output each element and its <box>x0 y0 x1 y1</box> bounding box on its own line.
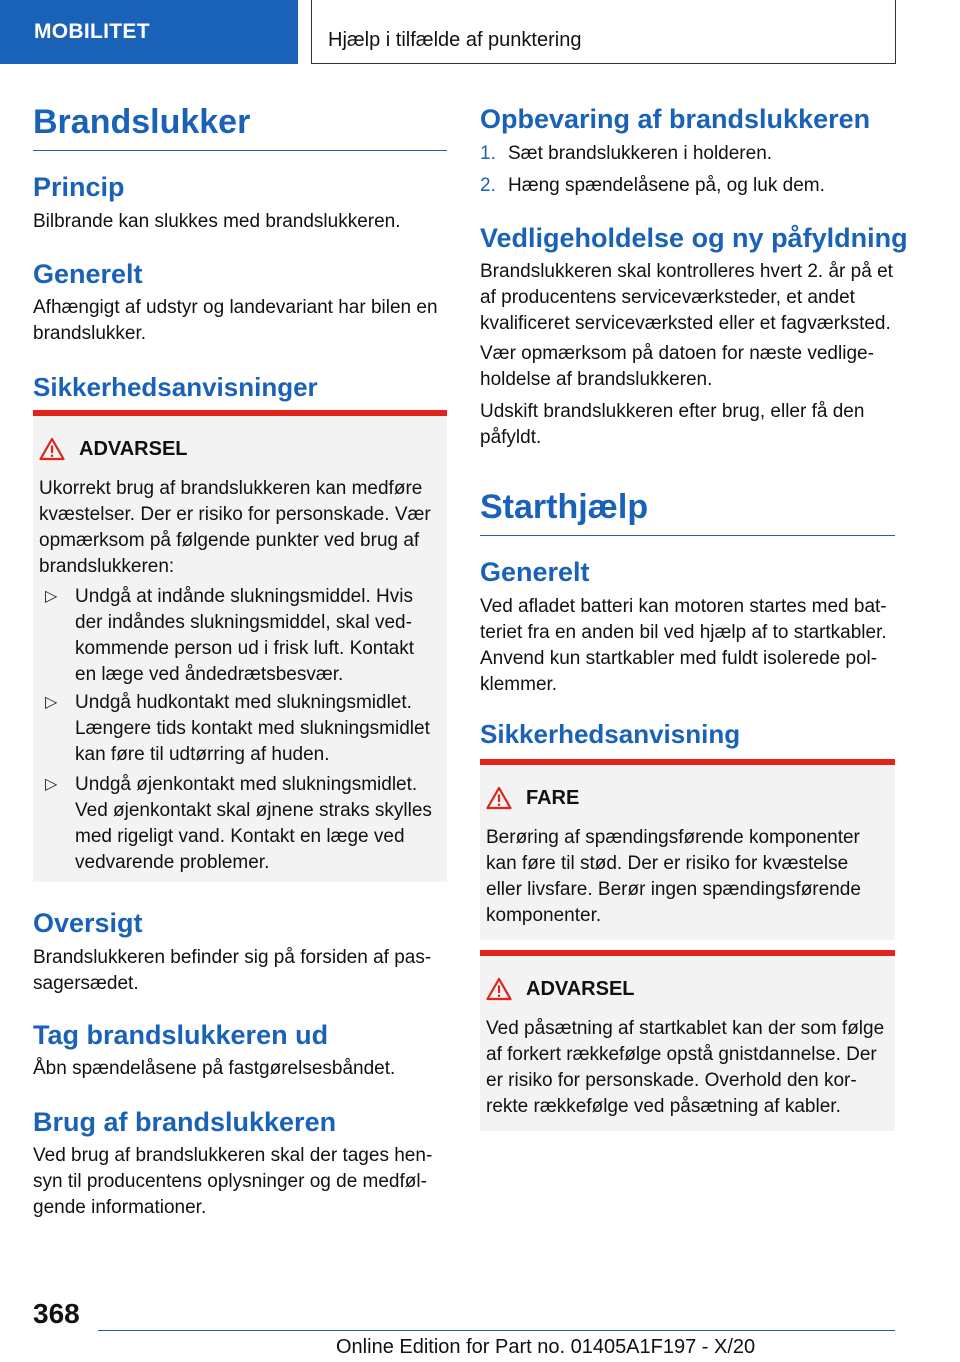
warning-label: ADVARSEL <box>526 977 635 1000</box>
text-vedligehold-3: Udskift brandslukkeren efter brug, eller få den påfyldt. <box>480 401 865 448</box>
heading-oversigt: Oversigt <box>33 908 143 938</box>
page-number: 368 <box>33 1298 80 1329</box>
danger-label: FARE <box>526 786 580 809</box>
footer-divider <box>98 1330 895 1331</box>
text-princip: Bilbrande kan slukkes med brandslukkeren. <box>33 211 401 232</box>
section-tab: MOBILITET <box>0 0 298 64</box>
bullet-text: Undgå at indånde slukningsmiddel. Hvis der indåndes slukningsmiddel, skal vedkommende person ud i frisk luft. Kontakt en læge ved åndedrætsbesvær. <box>75 586 414 685</box>
bullet-text: Undgå øjenkontakt med slukningsmidlet. Ved øjenkontakt skal øjnene straks skylles med rigeligt vand. Kontakt en læge ved vedvarende problemer. <box>75 774 432 873</box>
heading-sikkerhedsanvisning: Sikkerhedsanvisning <box>480 719 741 749</box>
section-title-starthjaelp: Starthjælp <box>480 487 895 536</box>
triangle-bullet-icon: ▷ <box>45 588 58 605</box>
warning-text: Ved påsætning af startkablet kan der som følge af forkert rækkefølge opstå gnistdannelse. Der er risiko for personskade. Overhold den korrekte rækkefølge ved påsætning af kabler. <box>486 1018 885 1117</box>
chapter-title: Hjælp i tilfælde af punktering <box>311 0 896 64</box>
heading-opbevaring: Opbevaring af brandslukkeren <box>480 104 871 134</box>
heading-sikkerhedsanvisninger: Sikkerhedsanvisninger <box>33 372 318 402</box>
heading-starthjaelp-generelt: Generelt <box>480 557 590 587</box>
heading-brug: Brug af brandslukkeren <box>33 1107 337 1137</box>
text-vedligehold-2: Vær opmærksom på datoen for næste vedligeholdelse af brandslukkeren. <box>480 343 874 390</box>
text-tag-ud: Åbn spændelåsene på fastgørelsesbåndet. <box>33 1058 396 1079</box>
step-number: 2. <box>480 175 496 196</box>
danger-title <box>486 783 579 813</box>
bullet-text: Undgå hudkontakt med slukningsmidlet. Længere tids kontakt med slukningsmidlet kan føre til udtørring af huden. <box>75 692 430 765</box>
text-generelt: Afhængigt af udstyr og landevariant har bilen en brandslukker. <box>33 297 438 344</box>
warning-triangle-icon <box>486 786 512 810</box>
heading-tag-ud: Tag brandslukkeren ud <box>33 1020 329 1050</box>
warning-box <box>33 410 447 882</box>
section-title-brandslukker: Brandslukker <box>33 102 447 151</box>
warning-triangle-icon <box>486 977 512 1001</box>
warning-triangle-icon <box>39 437 65 461</box>
step-text: Sæt brandslukkeren i holderen. <box>508 143 773 164</box>
warning-box <box>480 950 895 1131</box>
step-text: Hæng spændelåsene på, og luk dem. <box>508 175 825 196</box>
warning-label: ADVARSEL <box>79 437 188 460</box>
footer-edition: Online Edition for Part no. 01405A1F197 - X/20 <box>336 1336 756 1358</box>
heading-generelt: Generelt <box>33 259 143 289</box>
triangle-bullet-icon: ▷ <box>45 776 58 793</box>
text-starthjaelp-generelt: Ved afladet batteri kan motoren startes med batteriet fra en anden bil ved hjælp af to startkabler. Anvend kun startkabler med fuldt isolerede polklemmer. <box>480 596 887 695</box>
warning-title <box>486 974 635 1004</box>
danger-text: Berøring af spændingsførende komponenter kan føre til stød. Der er risiko for kvæstelse eller livsfare. Berør ingen spændingsførende komponenter. <box>486 827 861 926</box>
danger-box <box>480 759 895 940</box>
heading-vedligeholdelse: Vedligeholdelse og ny påfyldning <box>480 223 908 253</box>
warning-text: Ukorrekt brug af brandslukkeren kan medføre kvæstelser. Der er risiko for personskade. Vær opmærksom på følgende punkter ved brug af brandslukkeren: <box>39 478 431 577</box>
heading-princip: Princip <box>33 172 125 202</box>
warning-title <box>39 434 188 464</box>
text-oversigt: Brandslukkeren befinder sig på forsiden af passagersædet. <box>33 947 432 994</box>
triangle-bullet-icon: ▷ <box>45 694 58 711</box>
text-vedligehold-1: Brandslukkeren skal kontrolleres hvert 2. år på et af producentens serviceværksteder, et andet kvalificeret serviceværksted eller et fagværksted. <box>480 261 893 334</box>
text-brug: Ved brug af brandslukkeren skal der tages hensyn til producentens oplysninger og de medfølgende informationer. <box>33 1145 433 1218</box>
step-number: 1. <box>480 143 496 164</box>
